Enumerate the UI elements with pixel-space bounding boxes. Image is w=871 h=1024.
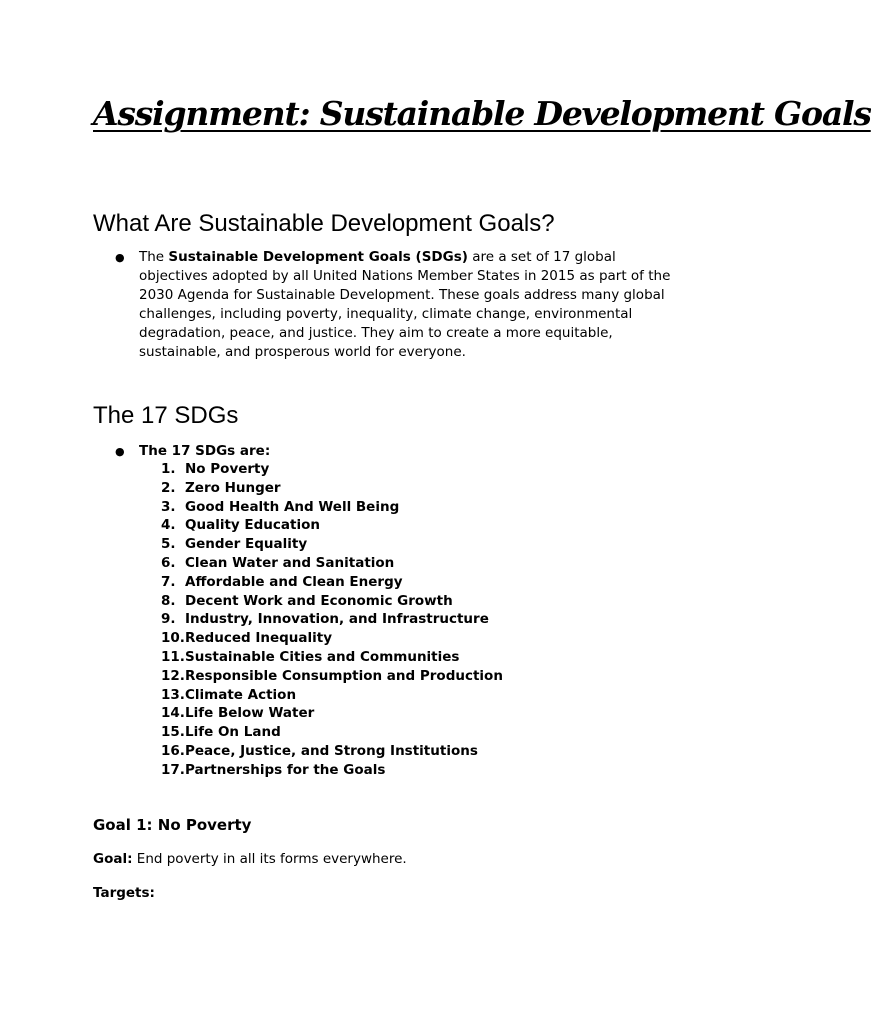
list-item-label: Decent Work and Economic Growth <box>185 592 453 609</box>
list-item-label: No Poverty <box>185 461 270 477</box>
list-item-label: Peace, Justice, and Strong Institutions <box>185 742 478 759</box>
list-item-number: 12. <box>161 667 185 684</box>
list-item-number: 6. <box>161 554 176 571</box>
list-item-number: 1. <box>161 461 176 477</box>
list-item-number: 15. <box>161 724 185 741</box>
list-item-label: Reduced Inequality <box>185 630 333 647</box>
bullet-icon: ● <box>115 445 125 458</box>
sdg-list <box>161 460 503 780</box>
goal-1-heading: Goal 1: No Poverty <box>93 816 252 834</box>
list-item-number: 5. <box>161 536 176 553</box>
section-heading-17-sdgs: The 17 SDGs <box>93 402 239 429</box>
bullet-icon: ● <box>115 251 125 264</box>
list-item <box>161 723 503 742</box>
list-item <box>161 742 503 761</box>
sdg-list-intro: The 17 SDGs are: <box>139 443 271 459</box>
list-item-number: 3. <box>161 498 176 515</box>
list-item-label: Industry, Innovation, and Infrastructure <box>185 611 489 628</box>
list-item-number: 8. <box>161 592 176 609</box>
list-item <box>161 498 503 517</box>
list-item-label: Gender Equality <box>185 536 308 553</box>
intro-text-prefix: The <box>139 249 169 265</box>
list-item-label: Partnerships for the Goals <box>185 761 386 778</box>
goal-text: End poverty in all its forms everywhere. <box>132 851 407 867</box>
list-item-label: Zero Hunger <box>185 479 281 496</box>
list-item <box>161 704 503 723</box>
list-item-label: Responsible Consumption and Production <box>185 667 503 684</box>
list-item <box>161 535 503 554</box>
section-heading-what-are-sdgs: What Are Sustainable Development Goals? <box>93 210 555 237</box>
list-item-label: Sustainable Cities and Communities <box>185 648 460 665</box>
list-item-label: Good Health And Well Being <box>185 498 400 515</box>
list-item-number: 10. <box>161 630 185 647</box>
list-item <box>161 629 503 648</box>
intro-text-rest: are a set of 17 global objectives adopted by all United Nations Member States in 2015 as part of the 2030 Agenda for Sustainable Development. These goals address many global challenges, including poverty, inequality, climate change, environmental degradation, peace, and justice. They aim to create a more equitable, sustainable, and prosperous world for everyone. <box>139 249 671 360</box>
list-item-number: 11. <box>161 648 185 665</box>
goal-label: Goal: <box>93 851 133 867</box>
list-item <box>161 573 503 592</box>
list-item-number: 4. <box>161 517 176 534</box>
list-item-label: Life On Land <box>185 724 281 741</box>
list-item-number: 17. <box>161 761 185 778</box>
list-item <box>161 460 503 479</box>
intro-paragraph <box>139 248 687 362</box>
list-item <box>161 667 503 686</box>
list-item-number: 2. <box>161 479 176 496</box>
list-item <box>161 761 503 780</box>
list-item <box>161 516 503 535</box>
list-item <box>161 479 503 498</box>
intro-text-bold: Sustainable Development Goals (SDGs) <box>168 249 468 265</box>
list-item-number: 9. <box>161 611 176 628</box>
list-item-number: 13. <box>161 686 185 703</box>
list-item <box>161 610 503 629</box>
list-item-number: 16. <box>161 742 185 759</box>
list-item <box>161 554 503 573</box>
list-item-label: Clean Water and Sanitation <box>185 554 395 571</box>
list-item-label: Affordable and Clean Energy <box>185 573 403 590</box>
page-title: Assignment: Sustainable Development Goals <box>93 94 871 133</box>
list-item-label: Climate Action <box>185 686 297 703</box>
list-item <box>161 648 503 667</box>
targets-label: Targets: <box>93 885 155 901</box>
list-item-label: Quality Education <box>185 517 320 534</box>
goal-1-statement <box>93 850 407 869</box>
list-item-label: Life Below Water <box>185 705 315 722</box>
list-item <box>161 592 503 611</box>
list-item-number: 7. <box>161 573 176 590</box>
list-item-number: 14. <box>161 705 185 722</box>
list-item <box>161 686 503 705</box>
